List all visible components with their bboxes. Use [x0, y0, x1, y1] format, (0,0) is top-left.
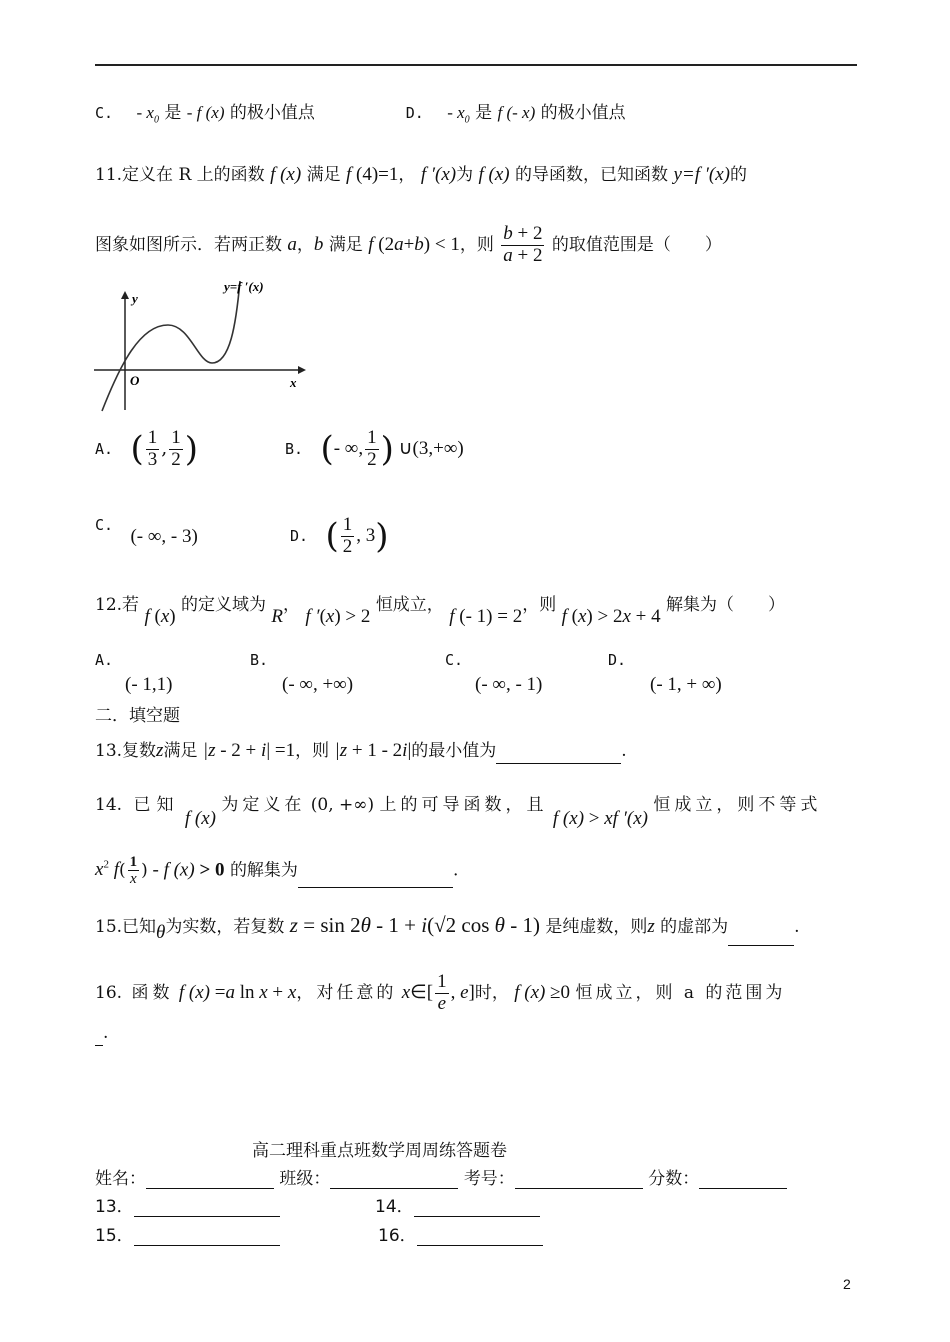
q13: 13.复数z满足 |z - 2 + i| =1，则 |z + 1 - 2i|的最小值为 .	[95, 738, 857, 764]
q10-options: C. - $x_0$ 是 - f (x) 的极小值点 D. - $x_0$ 是 f (- x) 的极小值点	[95, 103, 626, 126]
answer-15-field[interactable]	[134, 1227, 280, 1246]
class-field[interactable]	[330, 1170, 458, 1189]
origin-label: O	[130, 373, 140, 388]
q14-blank[interactable]	[298, 869, 453, 888]
x-axis-arrow-icon	[298, 366, 306, 374]
q12-option-b[interactable]: B. (- ∞, +∞)	[250, 651, 354, 695]
page-number: 2	[843, 1276, 851, 1292]
q11-line2: 图象如图所示．若两正数 a，b 满足 f (2a+b) < 1，则 $\frac{b + 2}{a + 2}$ 的取值范围是（ ）	[95, 223, 722, 266]
q16-blank-line: .	[95, 1020, 857, 1046]
y-axis-label: y	[132, 291, 138, 306]
q14-line2: $x^2$ f( $\frac{1}{x}$ ) - f (x) > 0 的解集为 .	[95, 853, 459, 888]
q12-option-a[interactable]: A. (- 1,1)	[95, 651, 173, 695]
answer-sheet-info-row: 姓名： 班级： 考号： 分数：	[95, 1164, 787, 1189]
y-axis-arrow-icon	[121, 291, 129, 299]
q14-line1: 14. 已知 f (x) 为定义在 (0, +∞) 上的可导函数，且 f (x) > xf ′(x) 恒成立，则不等式	[95, 795, 822, 829]
exam-id-field[interactable]	[515, 1170, 643, 1189]
q16-blank[interactable]	[95, 1027, 103, 1046]
q13-blank[interactable]	[496, 745, 621, 764]
q12-option-c[interactable]: C. (- ∞, - 1)	[445, 651, 543, 695]
answer-sheet-title: 高二理科重点班数学周周练答题卷	[252, 1141, 507, 1161]
section-fill-in-title: 二．填空题	[95, 706, 180, 726]
q11-option-d[interactable]: D. ( $\frac{1}{2}$ , 3)	[290, 514, 389, 557]
header-rule	[95, 64, 857, 66]
answer-14-field[interactable]	[414, 1198, 540, 1217]
q12-option-d[interactable]: D. (- 1, + ∞)	[608, 651, 722, 695]
answer-16-field[interactable]	[417, 1227, 543, 1246]
score-field[interactable]	[699, 1170, 787, 1189]
x-axis-label: x	[290, 375, 297, 390]
answer-13-field[interactable]	[134, 1198, 280, 1217]
q11-option-c[interactable]: C. (- ∞, - 3)	[95, 516, 198, 547]
q15: 15.已知θ为实数，若复数 z = sin 2θ - 1 + i(√2 cos θ - 1) 是纯虚数，则z 的虚部为 .	[95, 912, 857, 946]
answer-14-row: 14．	[375, 1192, 540, 1217]
q11-line1: 11.定义在 R 上的函数 f (x) 满足 f (4)=1， f ′(x)为 f (x) 的导函数，已知函数 y=f ′(x)的	[95, 164, 747, 185]
answer-16-row: 16．	[378, 1221, 543, 1246]
name-field[interactable]	[146, 1170, 274, 1189]
answer-15-row: 15．	[95, 1221, 280, 1246]
derivative-curve	[102, 281, 240, 411]
curve-label: y=f ′(x)	[224, 279, 264, 294]
answer-13-row: 13．	[95, 1192, 280, 1217]
q11-option-b[interactable]: B. (- ∞, $\frac{1}{2}$ ) ∪(3,+∞)	[285, 427, 464, 470]
q12-stem: 12.若 f (x) 的定义域为 R， f ′(x) > 2 恒成立， f (- 1) = 2，则 f (x) > 2x + 4 解集为（ ）	[95, 595, 786, 627]
q16: 16. 函数 f (x) =a ln x + x，对任意的 x∈[ $\frac{1}{e}$ , e]时， f (x) ≥0 恒成立，则 a 的范围为	[95, 971, 786, 1014]
q15-blank[interactable]	[728, 927, 794, 946]
derivative-graph	[90, 275, 310, 415]
q11-option-a[interactable]: A. ( $\frac{1}{3}$ , $\frac{1}{2}$ )	[95, 427, 199, 470]
